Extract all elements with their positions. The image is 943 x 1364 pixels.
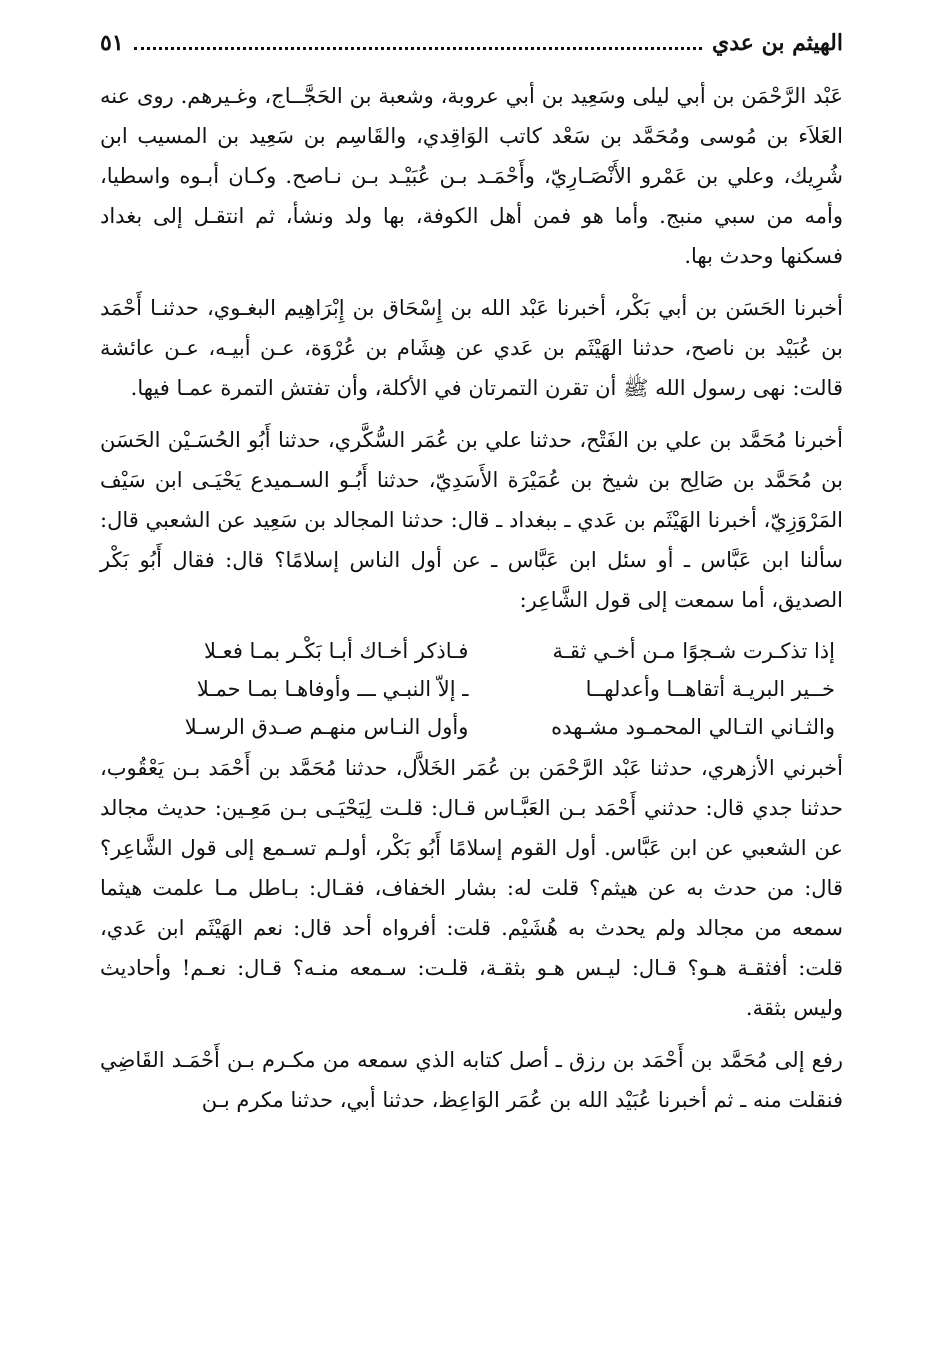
- paragraph: رفع إلى مُحَمَّد بن أَحْمَد بن رزق ـ أصل كتابه الذي سمعه من مكـرم بـن أَحْمَـد القَاضِي فنقلت منه ـ ثم أخبرنا عُبَيْد الله بن عُمَر الوَاعِظ، حدثنا أبي، حدثنا مكرم بـن: [100, 1048, 843, 1112]
- verse-second-hemistich: وأول النـاس منهـم صـدق الرسـلا: [184, 715, 469, 739]
- verse-first-hemistich: خــير البريـة أتقاهــا وأعدلهــا: [585, 677, 835, 701]
- running-header: [100, 30, 843, 70]
- verse-second-hemistich: ـ إلاّ النبـي ـــ وأوفاهـا بمـا حمـلا: [196, 677, 469, 701]
- verse-second-hemistich: فـاذكر أخـاك أبـا بَكْـر بمـا فعـلا: [204, 639, 469, 663]
- poem-verse: [100, 670, 843, 708]
- poem-verse: [100, 632, 843, 670]
- running-title: الهيثم بن عدي: [712, 30, 843, 56]
- verse-first-hemistich: إذا تذكـرت شـجوًا مـن أخـي ثقـة: [552, 639, 835, 663]
- leader-dots: [134, 33, 702, 50]
- page-number: ٥١: [100, 30, 124, 56]
- poem-verse: [100, 708, 843, 746]
- verse-first-hemistich: والثـاني التـالي المحمـود مشـهده: [551, 715, 835, 739]
- paragraph: عَبْد الرَّحْمَن بن أبي ليلى وسَعِيد بن أبي عروبة، وشعبة بن الحَجَّــاج، وغـيرهم. روى عنه العَلاَء بن مُوسى ومُحَمَّد بن سَعْد كاتب الوَاقِدي، والقَاسِم بن سَعِيد بن المسيب ابن شُرِيك، وعلي بن عَمْرو الأَنْصَـارِيّ، وأَحْمَـد بـن عُبَيْـد بـن نـاصح. وكـان أبـوه واسطيا، وأمه من سبي منبج. وأما هو فمن أهل الكوفة، بها ولد ونشأ، ثم انتقـل إلى بغداد فسكنها وحدث بها.: [100, 84, 843, 268]
- paragraph: أخبرني الأزهري، حدثنا عَبْد الرَّحْمَن بن عُمَر الخَلاَّل، حدثنا مُحَمَّد بن أَحْمَد بـن يَعْقُوب، حدثنا جدي قال: حدثني أَحْمَد بـن العَبَّـاس قـال: قلـت لِيَحْيَـى بـن مَعِـين: حديث مجالد عن الشعبي عن ابن عَبَّاس. أول القوم إسلامًا أَبُو بَكْر، أولـم تسـمع إلى قول الشَّاعِر؟ قال: من حدث به عن هيثم؟ قلت له: بشار الخفاف، فقـال: بـاطل مـا علمت هيثما سمعه من مجالد ولم يحدث به هُشَيْم. قلت: أفرواه أحد قال: نعم الهَيْثَم ابن عَدي، قلت: أفثقـة هـو؟ قـال: ليـس هـو بثقـة، قلـت: سـمعه منـه؟ قـال: نعـم! وأحاديث وليس بثقة.: [100, 756, 843, 1020]
- poem: [100, 632, 843, 746]
- paragraph: أخبرنا الحَسَن بن أبي بَكْر، أخبرنا عَبْد الله بن إِسْحَاق بن إِبْرَاهِيم البغـوي، حدثنـا أَحْمَد بن عُبَيْد بن ناصح، حدثنا الهَيْثَم بن عَدي عن هِشَام بن عُرْوَة، عـن أبيـه، عـن عائشة قالت: نهى رسول الله ﷺ أن تقرن التمرتان في الأكلة، وأن تفتش التمرة عمـا فيها.: [100, 296, 843, 400]
- paragraph: أخبرنا مُحَمَّد بن علي بن الفَتْح، حدثنا علي بن عُمَر السُّكَّري، حدثنا أَبُو الحُسَـيْن الحَسَن بن مُحَمَّد بن صَالِح بن شيخ بن عُمَيْرَة الأَسَدِيّ، حدثنا أَبُـو السـميدع يَحْيَـى ابن سَيْف المَرْوَزِيّ، أخبرنا الهَيْثَم بن عَدي ـ ببغداد ـ قال: حدثنا المجالد بن سَعِيد عن الشعبي قال: سألنا ابن عَبَّاس ـ أو سئل ابن عَبَّاس ـ عن أول الناس إسلامًا؟ قال: فقال أَبُو بَكْر الصديق، أما سمعت إلى قول الشَّاعِر:: [100, 428, 843, 612]
